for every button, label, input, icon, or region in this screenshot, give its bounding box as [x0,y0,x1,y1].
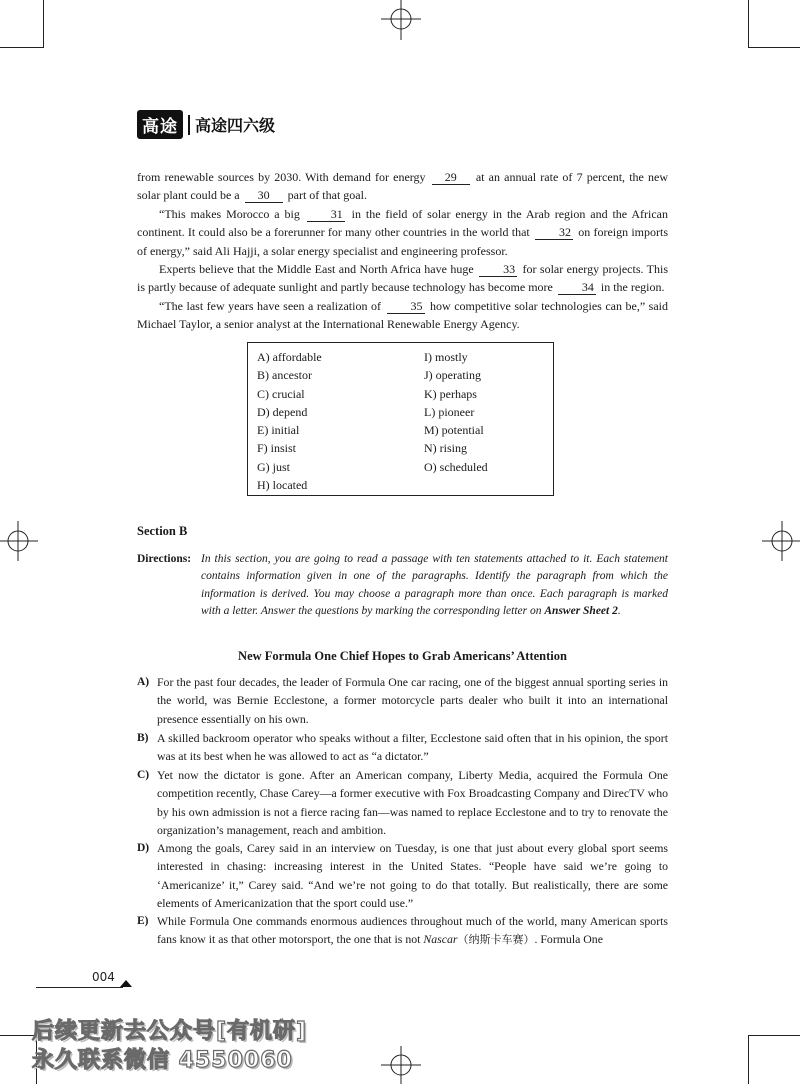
paragraph-letter: B) [137,732,149,744]
answer-sheet-ref: Answer Sheet 2 [544,605,618,618]
paragraph-letter: C) [137,769,150,781]
answer-blank-32: 32 [535,226,573,240]
option-h: H) located [257,478,308,493]
paragraph-letter: E) [137,915,149,927]
answer-blank-30: 30 [245,189,283,203]
chinese-gloss: （纳斯卡车赛） [457,933,535,947]
crop-mark [43,0,44,48]
crop-mark [0,47,44,48]
passage-a [137,168,668,334]
answer-blank-35: 35 [387,300,425,314]
answer-blank-34: 34 [558,281,596,295]
paragraph-text: “The last few years have seen a realization of [159,298,381,313]
paragraph [137,260,668,297]
section-title: Section B [137,524,188,538]
watermark-line: 永久联系微信 4550060 [32,1048,293,1073]
registration-mark-icon [381,0,421,42]
paragraph-text: in the field of solar energy in the Arab region and the African continent. It could also be a forerunner for many other countries in the world that [137,206,669,240]
option-a: A) affordable [257,350,322,364]
passage-title: New Formula One Chief Hopes to Grab Americans’ Attention [238,649,567,663]
triangle-icon [120,980,132,987]
paragraph-letter: A) [137,676,150,688]
option-d: D) depend [257,404,308,419]
footer-rule [36,987,123,988]
header-divider [188,115,190,135]
answer-blank-33: 33 [479,263,517,277]
option-k: K) perhaps [424,386,477,401]
paragraph-text-end: . Formula One [534,932,603,947]
paragraph-text: how competitive solar technologies can be,” said Michael Taylor, a senior analyst at the International Renewable Energy Agency. [137,298,669,332]
paragraph-text: “This makes Morocco a big [159,206,300,221]
paragraph-text: For the past four decades, the leader of Formula One car racing, one of the biggest annual sporting series in the world, was Bernie Ecclestone, a former motorcycle parts dealer who built it into an international presence essentially on his own. [157,675,668,726]
page-header [137,110,275,139]
brand-name: 高途四六级 [195,116,276,135]
crop-mark [748,1035,800,1036]
word-bank [247,342,554,496]
watermark-line: 后续更新去公众号[有机研] [32,1019,308,1044]
paragraph-text: for solar energy projects. This is partly because of adequate sunlight and partly because technology has become more [137,262,669,295]
registration-mark-icon [760,521,800,561]
paragraph-text: from renewable sources by 2030. With demand for energy [137,170,426,184]
paragraph-text: on foreign imports of energy,” said Ali Hajji, a solar energy specialist and engineering professor. [137,225,669,258]
paragraph-text: A skilled backroom operator who speaks without a filter, Ecclestone said often that in his opinion, the sport was at its best when he was allowed to act as “a dictator.” [157,731,668,764]
paragraph-letter: D) [137,842,150,854]
brand-logo: 高途 [137,110,183,139]
directions-body: In this section, you are going to read a passage with ten statements attached to it. Each statement contains information given in one of the paragraphs. Identify the paragraph from which the information is derived. You may choose a paragraph more than once. Each paragraph is marked with a letter. Answer the questions by marking the corresponding letter on [201,553,668,618]
directions-end: . [617,605,621,618]
directions-text [201,551,668,621]
paragraph-text: Yet now the dictator is gone. After an American company, Liberty Media, acquired the Formula One competition recently, Chase Carey—a former executive with Fox Broadcasting Company and DirecTV who by his own admission is not a fierce racing fan—was named to replace Ecclestone and to try to renovate the organization’s management, reach and ambition. [157,768,668,837]
option-l: L) pioneer [424,404,475,419]
paragraph-text: part of that goal. [287,188,367,203]
option-i: I) mostly [424,350,468,364]
registration-mark-icon [381,1044,421,1084]
option-c: C) crucial [257,386,305,401]
page-number: 004 [92,970,115,984]
paragraph-text: in the region. [600,280,665,295]
paragraph [137,168,668,205]
paragraph-text: Experts believe that the Middle East and North Africa have huge [159,262,474,277]
crop-mark [748,0,749,48]
word-bank-left-column [257,348,322,494]
paragraph [137,297,668,334]
option-b: B) ancestor [257,368,312,383]
option-m: M) potential [424,423,484,438]
crop-mark [748,47,800,48]
paragraph [137,205,668,260]
option-o: O) scheduled [424,459,488,474]
answer-blank-31: 31 [307,208,345,222]
crop-mark [748,1035,749,1084]
paragraph-text-start: While Formula One commands enormous audiences throughout much of the world, many American sports fans know it as that other motorsport, the one that is not [157,914,668,947]
answer-blank-29: 29 [432,171,470,185]
paragraph-text: Among the goals, Carey said in an interview on Tuesday, is one that just about every global sport seems interested in chasing: increasing interest in the United States. “People have said we’re going to ‘Americanize’ it,” Carey said. “And we’re not going to do that totally. But realistically, there are some elements of Americanization that the sport could use.” [157,841,668,910]
option-g: G) just [257,459,290,474]
word-bank-right-column [424,348,488,476]
paragraph-text: at an annual rate of 7 percent, the new solar plant could be a [137,170,668,203]
option-e: E) initial [257,423,300,438]
registration-mark-icon [0,521,40,561]
directions-label: Directions: [137,553,192,565]
option-n: N) rising [424,441,467,456]
option-j: J) operating [424,368,481,383]
paragraph-text [157,912,668,950]
option-f: F) insist [257,441,297,456]
italic-term: Nascar [423,932,458,947]
